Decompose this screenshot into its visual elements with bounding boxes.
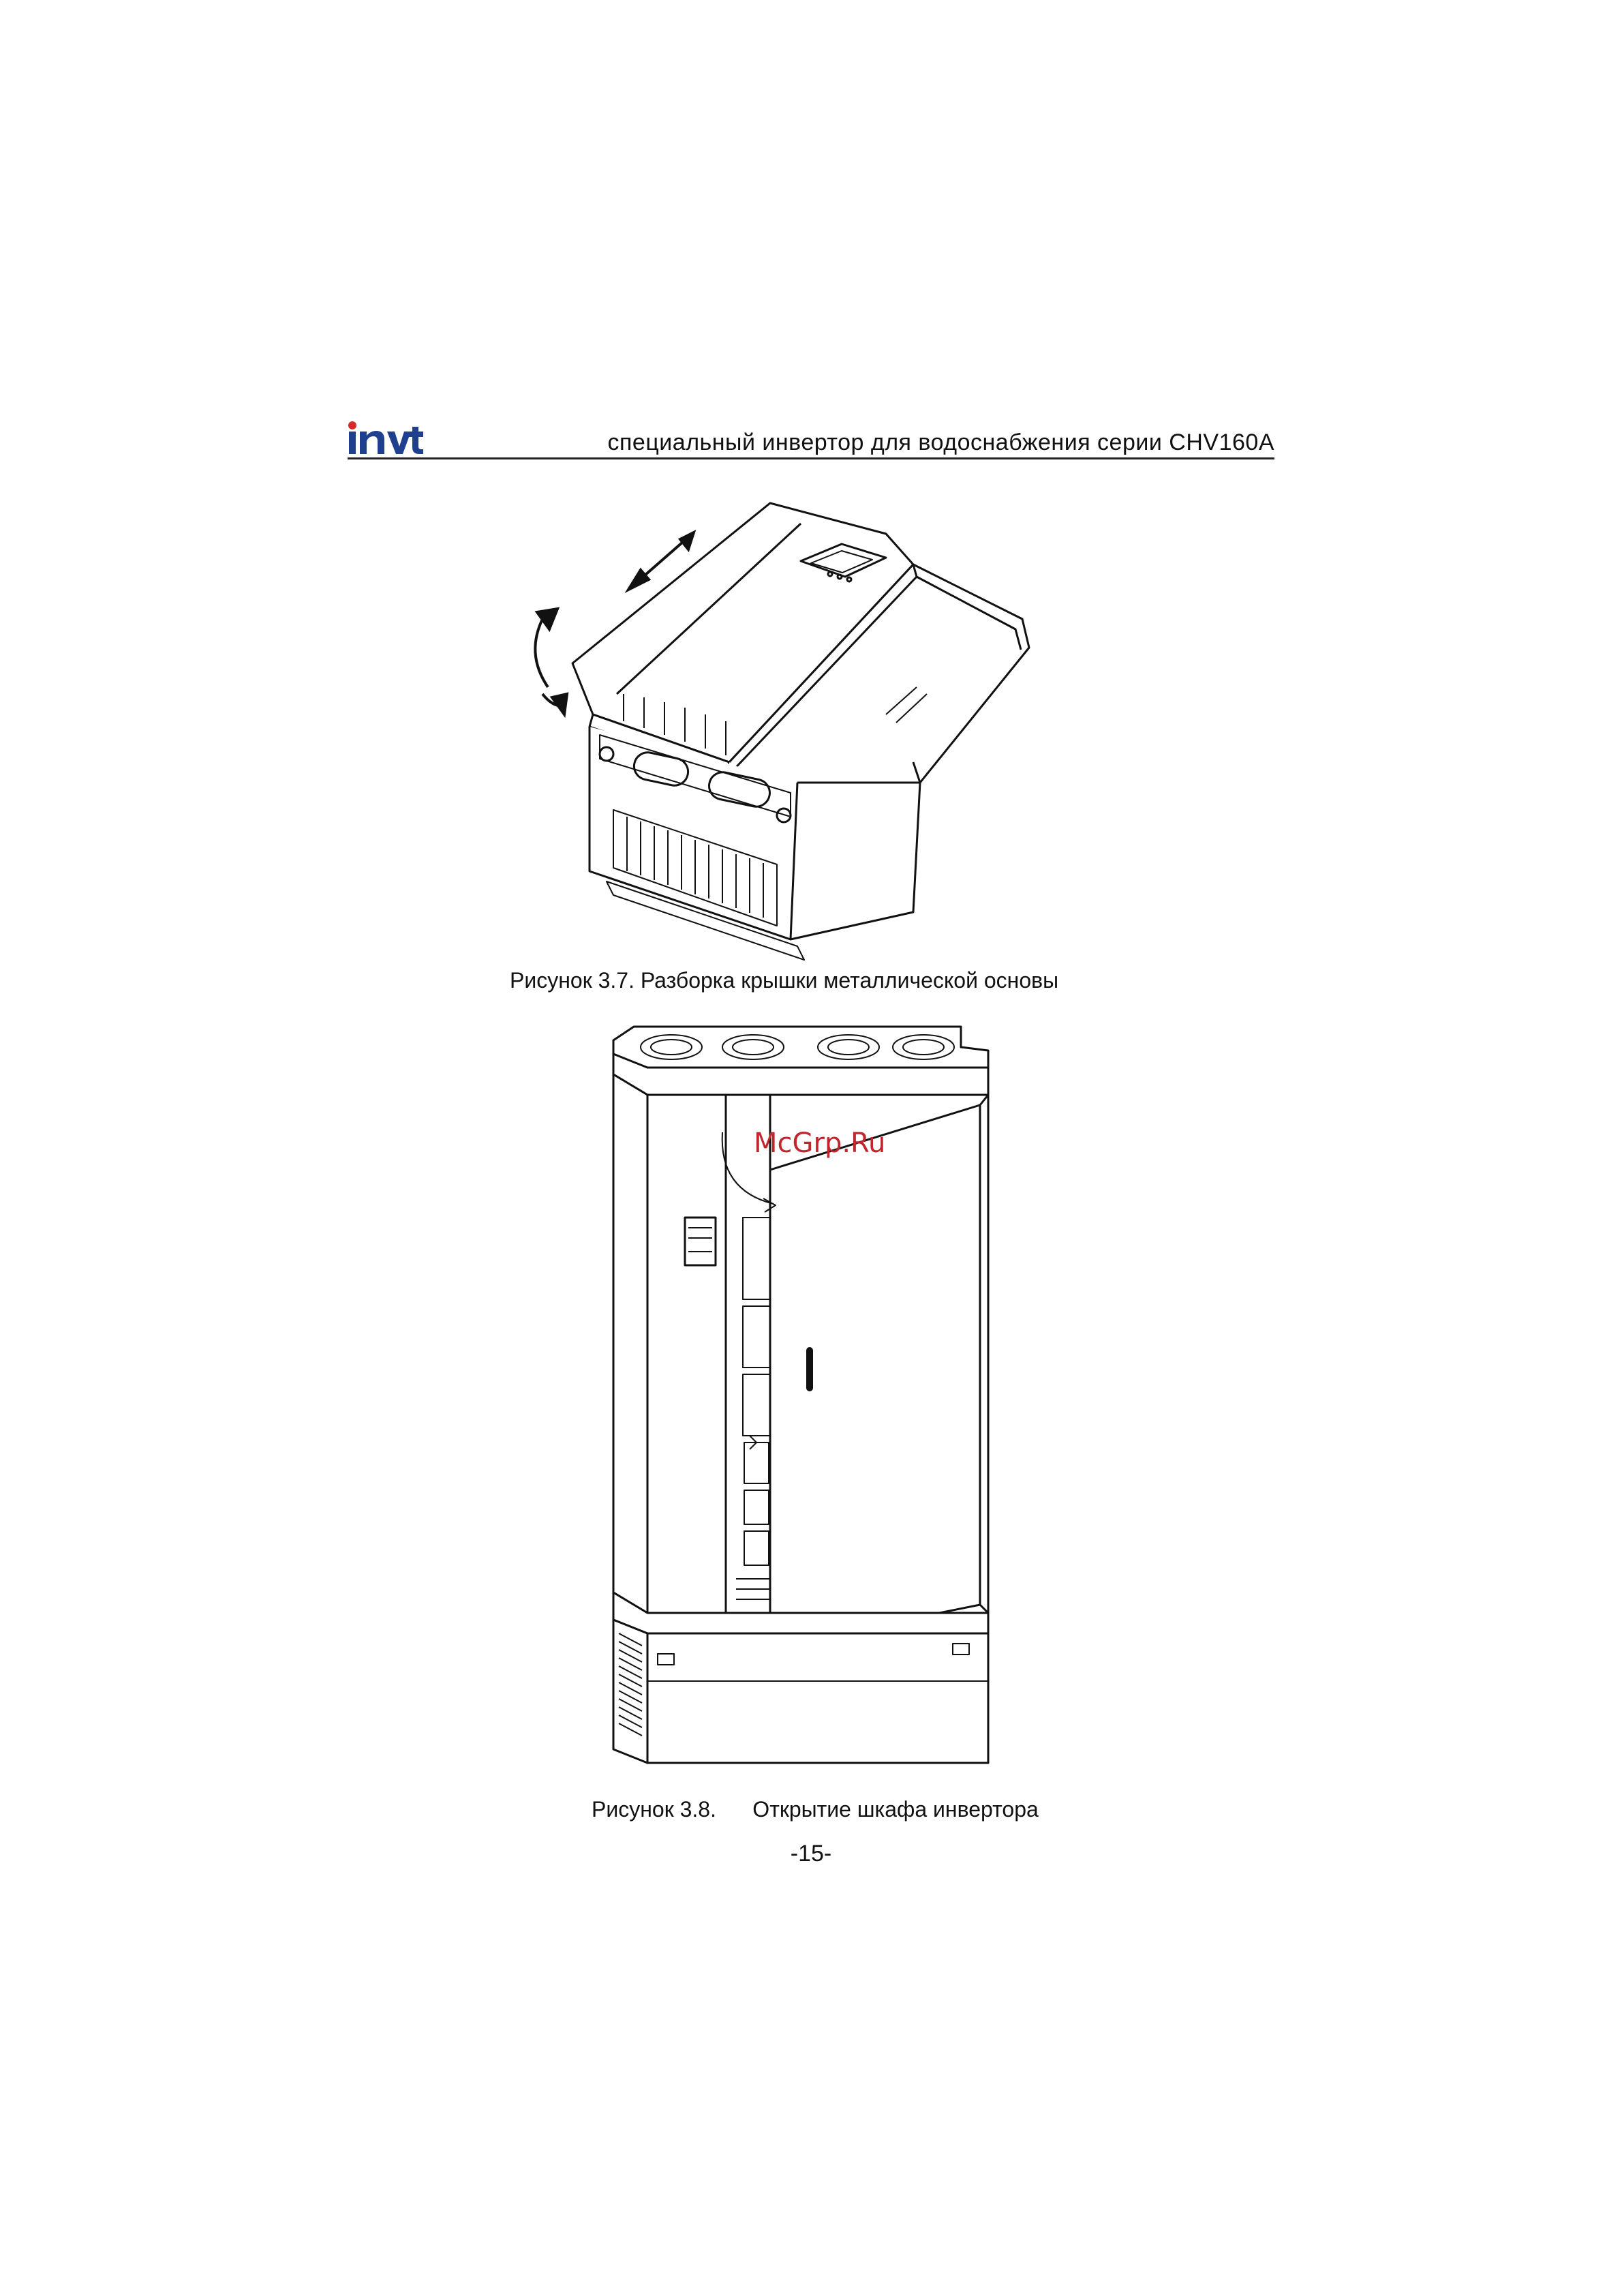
page-number: -15-: [790, 1841, 832, 1867]
watermark: McGrp.Ru: [754, 1128, 886, 1159]
figure-cover-removal: [504, 489, 1063, 967]
figure2-caption: Рисунок 3.8. Открытие шкафа инвертора: [592, 1797, 1039, 1822]
page-header: [348, 414, 1274, 458]
running-title: специальный инвертор для водоснабжения серии CHV160A: [607, 429, 1274, 455]
header-rule: [348, 457, 1274, 459]
invt-logo: [348, 420, 424, 455]
figure1-caption: Рисунок 3.7. Разборка крышки металлической основы: [510, 968, 1059, 993]
